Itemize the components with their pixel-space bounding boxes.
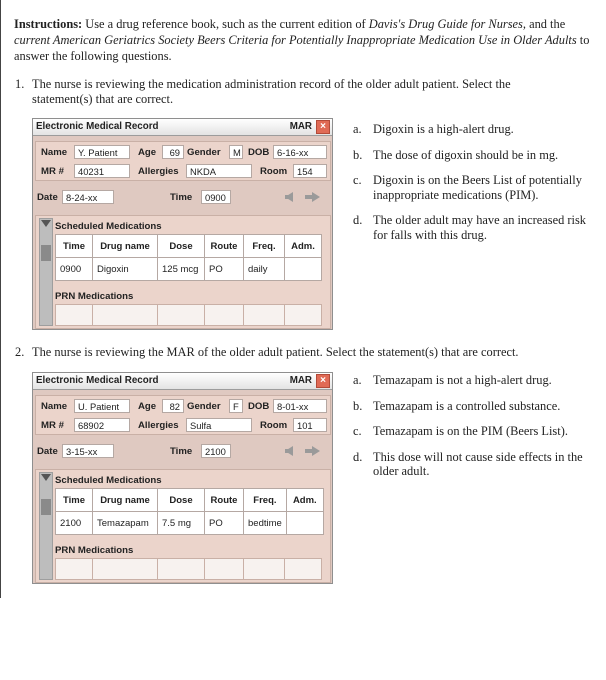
time-label: Time: [170, 192, 193, 203]
allergies-label: Allergies: [138, 166, 179, 177]
emr-window-2: [32, 372, 333, 584]
scrollbar[interactable]: [39, 218, 53, 326]
option-b[interactable]: [353, 399, 603, 414]
prn-cell[interactable]: [285, 559, 322, 580]
medication-table: [55, 488, 324, 535]
prn-cell[interactable]: [93, 305, 158, 326]
question-1-line2: statement(s) that are correct.: [32, 92, 174, 106]
option-letter: a.: [353, 373, 362, 387]
instructions-text-b: and the: [525, 17, 566, 31]
instructions-book2: current American Geriatrics Society Beers Criteria for Potentially Inappropriate Medication Use in Older Adults: [14, 33, 577, 47]
prn-cell[interactable]: [56, 559, 93, 580]
room-field: 101: [293, 418, 327, 432]
question-1-text: [15, 77, 590, 107]
option-text: Digoxin is a high-alert drug.: [373, 122, 514, 136]
option-c[interactable]: [353, 424, 603, 439]
table-header-row: [56, 489, 324, 512]
option-d[interactable]: [353, 213, 603, 242]
age-field: 82: [162, 399, 184, 413]
question-1-number: 1.: [15, 77, 25, 91]
emr-titlebar: [33, 119, 332, 136]
question-2-number: 2.: [15, 345, 25, 359]
mar-label: MAR: [289, 375, 312, 386]
dob-field: 6-16-xx: [273, 145, 327, 159]
option-letter: c.: [353, 424, 362, 438]
prn-medications-title: PRN Medications: [55, 291, 134, 302]
scheduled-medications-title: Scheduled Medications: [55, 475, 162, 486]
instructions-text-c: to answer the following questions.: [14, 33, 590, 63]
header-drug-name: Drug name: [93, 489, 158, 512]
option-letter: b.: [353, 398, 363, 413]
date-field: 8-24-xx: [62, 190, 114, 204]
question-1-options: [353, 122, 603, 253]
option-letter: b.: [353, 147, 363, 162]
prn-cell[interactable]: [158, 305, 205, 326]
close-icon[interactable]: ×: [316, 374, 330, 388]
option-text: Digoxin is on the Beers List of potentially inappropriate medications (PIM).: [373, 173, 582, 202]
allergies-label: Allergies: [138, 420, 179, 431]
header-route: Route: [205, 489, 244, 512]
option-letter: a.: [353, 122, 362, 136]
header-route: Route: [205, 235, 244, 258]
mr-label: MR #: [41, 420, 64, 431]
gender-label: Gender: [187, 401, 221, 412]
header-drug-name: Drug name: [93, 235, 158, 258]
option-text: The older adult may have an increased risk for falls with this drug.: [373, 213, 586, 242]
option-text: Temazapam is on the PIM (Beers List).: [373, 424, 568, 438]
prn-cell[interactable]: [244, 559, 285, 580]
scheduled-medications-panel: [35, 215, 331, 329]
scrollbar[interactable]: [39, 472, 53, 580]
gender-field: M: [229, 145, 243, 159]
header-freq: Freq.: [244, 235, 285, 258]
mr-label: MR #: [41, 166, 64, 177]
option-text: This dose will not cause side effects in the older adult.: [373, 449, 583, 478]
option-b[interactable]: [353, 148, 603, 163]
time-field: 2100: [201, 444, 231, 458]
name-label: Name: [41, 401, 68, 412]
prn-cell[interactable]: [93, 559, 158, 580]
name-label: Name: [41, 147, 68, 158]
instructions-book1: Davis's Drug Guide for Nurses,: [368, 17, 526, 31]
medication-table: [55, 234, 322, 281]
cell-adm[interactable]: [285, 258, 322, 281]
cell-route: PO: [205, 258, 244, 281]
prn-cell[interactable]: [244, 305, 285, 326]
question-1-line1: The nurse is reviewing the medication administration record of the older adult patient. Select the: [32, 77, 511, 91]
scroll-down-icon[interactable]: [41, 474, 51, 481]
scheduled-medications-title: Scheduled Medications: [55, 221, 162, 232]
option-c[interactable]: [353, 173, 603, 202]
option-text: The dose of digoxin should be in mg.: [373, 147, 559, 162]
instructions-label: Instructions:: [14, 17, 83, 31]
instructions-paragraph: [14, 16, 602, 64]
header-adm: Adm.: [285, 235, 322, 258]
cell-freq: bedtime: [244, 512, 287, 535]
dob-label: DOB: [248, 401, 270, 412]
age-field: 69: [162, 145, 184, 159]
prn-cell[interactable]: [158, 559, 205, 580]
option-letter: d.: [353, 213, 363, 227]
prn-cell[interactable]: [205, 559, 244, 580]
scroll-thumb[interactable]: [41, 245, 51, 261]
header-time: Time: [56, 235, 93, 258]
prn-cell[interactable]: [205, 305, 244, 326]
table-row: [56, 258, 322, 281]
age-label: Age: [138, 401, 157, 412]
cell-dose: 7.5 mg: [158, 512, 205, 535]
cell-route: PO: [205, 512, 244, 535]
name-field: U. Patient: [74, 399, 130, 413]
prn-medications-title: PRN Medications: [55, 545, 134, 556]
mr-field: 40231: [74, 164, 130, 178]
header-dose: Dose: [158, 235, 205, 258]
scheduled-medications-panel: [35, 469, 331, 583]
mar-label: MAR: [289, 121, 312, 132]
room-label: Room: [260, 166, 288, 177]
time-label: Time: [170, 446, 193, 457]
gender-field: F: [229, 399, 243, 413]
arrow-right-icon[interactable]: [312, 192, 320, 202]
age-label: Age: [138, 147, 157, 158]
scroll-thumb[interactable]: [41, 499, 51, 515]
header-dose: Dose: [158, 489, 205, 512]
date-time-row: [33, 185, 332, 209]
cell-adm[interactable]: [286, 512, 323, 535]
cell-time: 2100: [56, 512, 93, 535]
date-field: 3-15-xx: [62, 444, 114, 458]
mr-field: 68902: [74, 418, 130, 432]
emr-titlebar: [33, 373, 332, 390]
dob-label: DOB: [248, 147, 270, 158]
option-letter: d.: [353, 449, 363, 464]
allergies-field: Sulfa: [186, 418, 252, 432]
question-2-options: [353, 373, 603, 490]
prn-row: [56, 559, 322, 580]
cell-dose: 125 mcg: [158, 258, 205, 281]
option-a[interactable]: [353, 373, 603, 388]
dob-field: 8-01-xx: [273, 399, 327, 413]
prn-cell[interactable]: [285, 305, 322, 326]
gender-label: Gender: [187, 147, 221, 158]
table-header-row: [56, 235, 322, 258]
close-icon[interactable]: ×: [316, 120, 330, 134]
prn-table: [55, 558, 322, 580]
arrow-right-icon[interactable]: [312, 446, 320, 456]
prn-table: [55, 304, 322, 326]
time-field: 0900: [201, 190, 231, 204]
emr-title: Electronic Medical Record: [36, 121, 159, 132]
allergies-field: NKDA: [186, 164, 252, 178]
table-row: [56, 512, 324, 535]
room-label: Room: [260, 420, 288, 431]
date-label: Date: [37, 446, 58, 457]
room-field: 154: [293, 164, 327, 178]
header-time: Time: [56, 489, 93, 512]
option-text: Temazapam is a controlled substance.: [373, 398, 561, 413]
emr-window-1: [32, 118, 333, 330]
patient-info-box: [35, 395, 331, 435]
page-left-rule: [0, 0, 1, 598]
emr-title: Electronic Medical Record: [36, 375, 159, 386]
date-time-row: [33, 439, 332, 463]
option-letter: c.: [353, 173, 362, 187]
name-field: Y. Patient: [74, 145, 130, 159]
question-2-line1: The nurse is reviewing the MAR of the older adult patient. Select the statement(s) that are correct.: [32, 345, 519, 359]
option-a[interactable]: [353, 122, 603, 137]
patient-info-box: [35, 141, 331, 181]
cell-drug-name: Digoxin: [93, 258, 158, 281]
arrow-left-icon[interactable]: [285, 446, 293, 456]
cell-drug-name: Temazapam: [93, 512, 158, 535]
arrow-left-icon[interactable]: [285, 192, 293, 202]
option-text: Temazapam is not a high-alert drug.: [373, 373, 552, 387]
cell-freq: daily: [244, 258, 285, 281]
scroll-down-icon[interactable]: [41, 220, 51, 227]
header-adm: Adm.: [286, 489, 323, 512]
prn-row: [56, 305, 322, 326]
cell-time: 0900: [56, 258, 93, 281]
prn-cell[interactable]: [56, 305, 93, 326]
option-d[interactable]: [353, 450, 603, 479]
question-2-text: [15, 345, 590, 360]
instructions-text-a: Use a drug reference book, such as the current edition of: [82, 17, 369, 31]
date-label: Date: [37, 192, 58, 203]
header-freq: Freq.: [244, 489, 287, 512]
